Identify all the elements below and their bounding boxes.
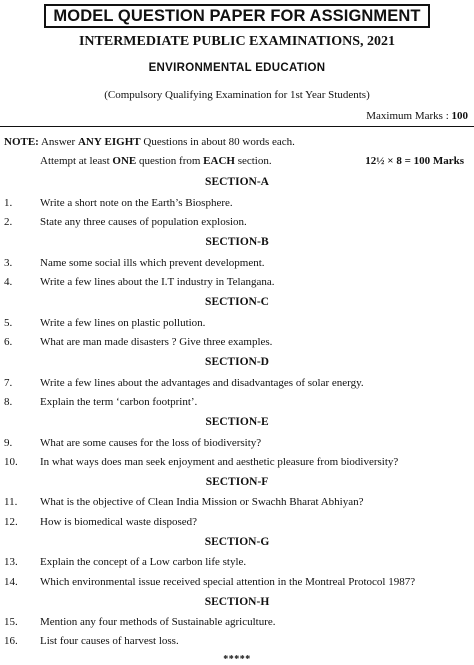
note-eight: EIGHT xyxy=(104,136,141,148)
question-text: Write a few lines on plastic pollution. xyxy=(40,317,206,329)
question-text: Which environmental issue received special attention in the Montreal Protocol 1987? xyxy=(40,576,416,588)
question-text: State any three causes of population explosion. xyxy=(40,216,247,228)
question-text: How is biomedical waste disposed? xyxy=(40,516,198,528)
question-number: 3. xyxy=(4,257,13,269)
max-marks xyxy=(366,110,468,122)
end-stars: ***** xyxy=(223,654,251,665)
question-number: 2. xyxy=(4,216,13,228)
question-text: List four causes of harvest loss. xyxy=(40,635,179,647)
attempt-text-mid: question from xyxy=(136,155,204,167)
note-text-pre: Answer xyxy=(38,136,78,148)
max-marks-label: Maximum Marks : xyxy=(366,110,452,122)
question-text: Write a short note on the Earth’s Biosphere. xyxy=(40,197,233,209)
attempt-text-pre: Attempt at least xyxy=(40,155,113,167)
question-number: 10. xyxy=(4,456,18,468)
note-any: ANY xyxy=(77,136,102,148)
section-heading: SECTION-D xyxy=(205,356,269,368)
exam-title: INTERMEDIATE PUBLIC EXAMINATIONS, 2021 xyxy=(78,34,396,49)
section-heading: SECTION-C xyxy=(205,296,269,308)
section-heading: SECTION-G xyxy=(204,536,270,548)
section-heading: SECTION-F xyxy=(205,476,269,488)
question-text: What are man made disasters ? Give three examples. xyxy=(40,336,273,348)
question-number: 14. xyxy=(4,576,18,588)
note-text-post: Questions in about 80 words each. xyxy=(140,136,295,148)
section-heading: SECTION-B xyxy=(205,236,269,248)
question-number: 12. xyxy=(4,516,18,528)
max-marks-value: 100 xyxy=(451,110,468,122)
note-label: NOTE: xyxy=(4,136,39,148)
attempt-one: ONE xyxy=(112,155,137,167)
question-number: 1. xyxy=(4,197,13,209)
question-text: Write a few lines about the advantages and disadvantages of solar energy. xyxy=(40,377,364,389)
question-text: What are some causes for the loss of biodiversity? xyxy=(40,437,262,449)
subject-title: ENVIRONMENTAL EDUCATION xyxy=(148,62,326,74)
question-text: Write a few lines about the I.T industry in Telangana. xyxy=(40,276,275,288)
compulsory-note: (Compulsory Qualifying Examination for 1st Year Students) xyxy=(104,89,370,101)
paper-title: MODEL QUESTION PAPER FOR ASSIGNMENT xyxy=(44,4,430,28)
section-heading: SECTION-H xyxy=(204,596,270,608)
attempt-text-post: section. xyxy=(234,155,272,167)
question-text: Explain the term ‘carbon footprint’. xyxy=(40,396,198,408)
question-text: In what ways does man seek enjoyment and aesthetic pleasure from biodiversity? xyxy=(40,456,399,468)
question-number: 6. xyxy=(4,336,13,348)
question-number: 7. xyxy=(4,377,13,389)
question-number: 9. xyxy=(4,437,13,449)
question-number: 13. xyxy=(4,556,18,568)
question-number: 5. xyxy=(4,317,13,329)
marks-formula: 12½ × 8 = 100 Marks xyxy=(365,155,464,167)
question-number: 8. xyxy=(4,396,13,408)
question-number: 11. xyxy=(4,496,18,508)
question-text: Name some social ills which prevent development. xyxy=(40,257,265,269)
attempt-instruction xyxy=(40,155,272,167)
question-number: 16. xyxy=(4,635,18,647)
question-text: Explain the concept of a Low carbon life style. xyxy=(40,556,247,568)
section-heading: SECTION-A xyxy=(205,176,269,188)
attempt-each: EACH xyxy=(203,155,235,167)
note-instruction xyxy=(4,136,295,148)
header-divider xyxy=(0,126,474,127)
question-text: Mention any four methods of Sustainable agriculture. xyxy=(40,616,276,628)
question-number: 15. xyxy=(4,616,18,628)
section-heading: SECTION-E xyxy=(205,416,269,428)
question-number: 4. xyxy=(4,276,13,288)
question-text: What is the objective of Clean India Mission or Swachh Bharat Abhiyan? xyxy=(40,496,364,508)
